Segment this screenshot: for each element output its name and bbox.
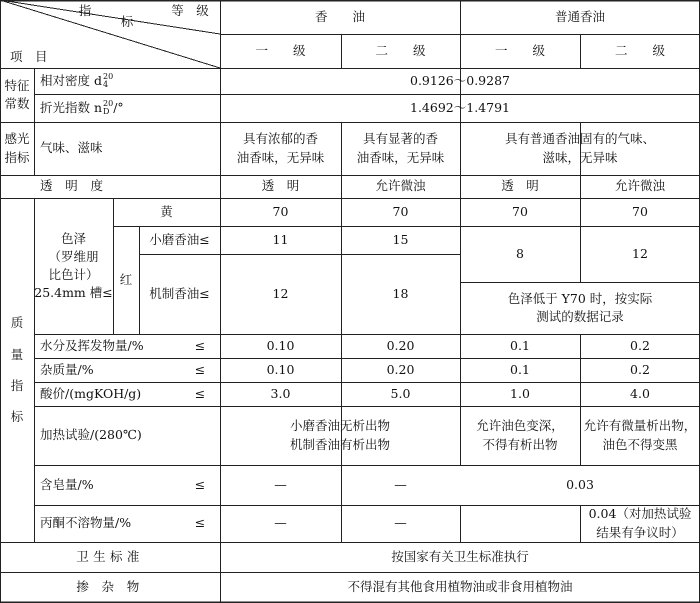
header-grade-2-xy: 二 级 (375, 42, 426, 58)
adulterant-label: 掺 杂 物 (76, 579, 144, 595)
transparency-label: 透 明 度 (40, 178, 108, 194)
smell-label: 气味、滋味 (40, 140, 103, 156)
transparency-pt-grade1: 透 明 (501, 178, 539, 194)
smell-xy-grade1: 具有浓郁的香 油香味，无异味 (236, 131, 325, 165)
color-xiaomo-xy1: 11 (272, 231, 289, 247)
acetone-xy2: — (394, 515, 407, 531)
impurity-xy1: 0.10 (266, 361, 295, 377)
header-grade-2-pt: 二 级 (614, 42, 665, 58)
color-yellow-xy2: 70 (392, 203, 409, 219)
header-indicator-char2: 标 (120, 13, 134, 29)
hygiene-value: 按国家有关卫生标准执行 (391, 548, 529, 564)
color-label: 色泽 （罗维朋 比色计） 25.4mm 槽≤ (34, 230, 113, 301)
acid-le: ≤ (194, 385, 206, 401)
soap-label: 含皂量/% (40, 476, 94, 492)
heat-pt1: 允许油色变深， 不得有析出物 (476, 418, 564, 452)
refraction-suffix: /° (113, 99, 124, 115)
acid-xy1: 3.0 (270, 385, 291, 401)
transparency-xy-grade2: 允许微浊 (375, 178, 426, 194)
color-yellow-pt2: 70 (632, 203, 648, 219)
acid-pt2: 4.0 (630, 385, 650, 401)
water-pt2: 0.2 (630, 337, 650, 353)
water-xy1: 0.10 (266, 337, 295, 353)
adulterant-value: 不得混有其他食用植物油或非食用植物油 (347, 579, 573, 595)
header-sesame-oil: 香 油 (314, 8, 365, 24)
color-red-pt1: 8 (516, 245, 524, 261)
soap-pt: 0.03 (566, 476, 594, 492)
color-yellow-label: 黄 (160, 203, 173, 219)
water-label: 水分及挥发物量/% (40, 337, 144, 353)
heat-pt2: 允许有微量析出物， 油色不得变黑 (583, 418, 697, 452)
refraction-label-text: 折光指数 n (40, 99, 103, 115)
header-grade-1-xy: 一 级 (255, 42, 306, 58)
soap-xy1: — (274, 476, 287, 492)
group-sensory-indicators: 感光 指标 (4, 131, 30, 165)
group-characteristic-constants: 特征 常数 (4, 77, 30, 111)
refraction-sup: 20 (103, 99, 114, 108)
water-le: ≤ (194, 337, 206, 353)
impurity-label: 杂质量/% (40, 361, 94, 377)
refraction-label (40, 94, 220, 122)
acetone-pt2: 0.04（对加热试验 结果有争议时） (588, 506, 692, 540)
header-grade-1-pt: 一 级 (494, 42, 545, 58)
density-sup: 20 (102, 72, 114, 81)
color-jizhi-note: 色泽低于 Y70 时，按实际 测试的数据记录 (507, 290, 653, 324)
color-yellow-pt1: 70 (512, 203, 528, 219)
acid-xy2: 5.0 (390, 385, 411, 401)
header-ordinary-sesame-oil: 普通香油 (554, 8, 605, 24)
hygiene-label: 卫生标准 (76, 548, 144, 564)
density-value: 0.9126～0.9287 (410, 72, 510, 88)
refraction-sup-sub (103, 100, 113, 116)
color-red-label: 红 (119, 271, 133, 287)
transparency-pt-grade2: 允许微浊 (614, 178, 665, 194)
header-grade: 等 级 (171, 2, 209, 18)
density-sub: 4 (102, 80, 109, 89)
header-item: 项 目 (10, 48, 48, 64)
density-label-text: 相对密度 d (40, 72, 102, 88)
color-yellow-xy1: 70 (272, 203, 289, 219)
refraction-value: 1.4692～1.4791 (410, 99, 510, 115)
acetone-le: ≤ (194, 515, 206, 531)
group-quality-indicators: 质 量 指 标 (10, 315, 24, 425)
smell-xy-grade2: 具有显著的香 油香味，无异味 (356, 131, 445, 165)
color-xiaomo-xy2: 15 (392, 231, 409, 247)
acetone-xy1: — (274, 515, 287, 531)
density-label (40, 68, 220, 94)
soap-xy2: — (394, 476, 407, 492)
density-sup-sub (103, 73, 113, 89)
acid-pt1: 1.0 (510, 385, 530, 401)
color-xiaomo-label: 小磨香油≤ (149, 231, 210, 247)
color-jizhi-xy2: 18 (392, 285, 409, 301)
acid-label: 酸价/(mgKOH/g) (40, 385, 142, 401)
smell-pt: 具有普通香油固有的气味、 滋味，无异味 (504, 131, 655, 165)
color-jizhi-xy1: 12 (272, 285, 289, 301)
header-indicator-char1: 指 (78, 2, 92, 18)
soap-le: ≤ (194, 476, 206, 492)
water-pt1: 0.1 (510, 337, 530, 353)
color-jizhi-label: 机制香油≤ (149, 285, 210, 301)
refraction-sub: D (103, 107, 110, 116)
color-red-pt2: 12 (632, 245, 648, 261)
impurity-le: ≤ (194, 361, 206, 377)
water-xy2: 0.20 (386, 337, 415, 353)
heat-xy: 小磨香油无析出物 机制香油有析出物 (289, 418, 390, 452)
heat-label: 加热试验/(280℃) (40, 427, 142, 443)
transparency-xy-grade1: 透 明 (261, 178, 300, 194)
impurity-pt1: 0.1 (510, 361, 530, 377)
impurity-pt2: 0.2 (630, 361, 650, 377)
impurity-xy2: 0.20 (386, 361, 415, 377)
acetone-label: 丙酮不溶物量/% (40, 515, 132, 531)
